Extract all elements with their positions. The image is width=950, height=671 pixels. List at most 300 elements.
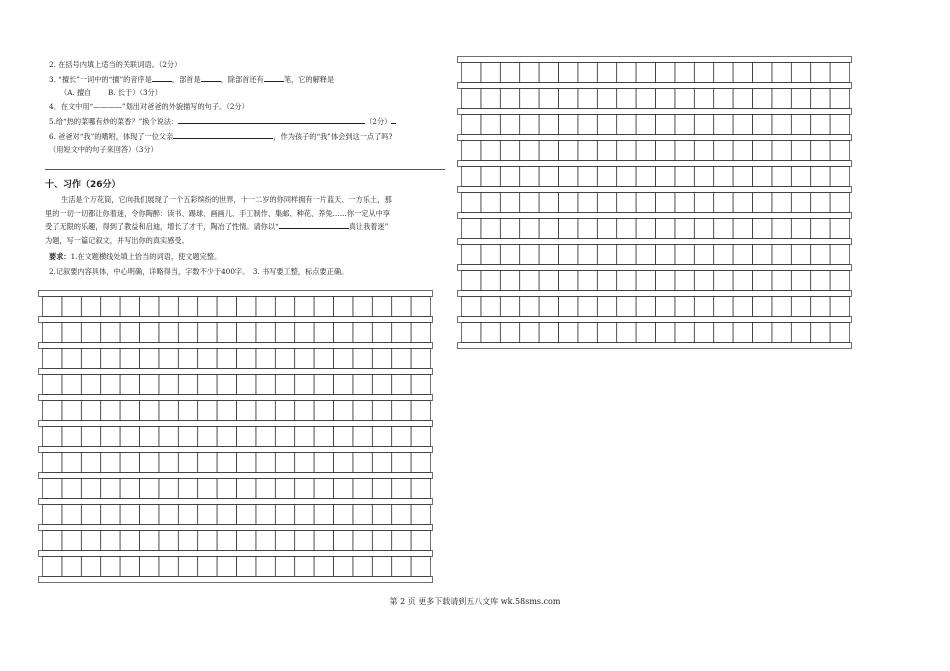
grid-cell[interactable] (198, 375, 217, 395)
grid-cell[interactable] (101, 375, 120, 395)
grid-cell[interactable] (314, 401, 333, 421)
grid-cell[interactable] (295, 531, 314, 551)
grid-cell[interactable] (656, 167, 675, 187)
grid-cell[interactable] (830, 141, 849, 161)
grid-cell[interactable] (811, 141, 830, 161)
grid-cell[interactable] (314, 453, 333, 473)
grid-cell[interactable] (275, 427, 294, 447)
grid-cell[interactable] (120, 479, 139, 499)
grid-cell[interactable] (140, 375, 159, 395)
grid-cell[interactable] (462, 167, 481, 187)
grid-cell[interactable] (411, 349, 430, 369)
grid-cell[interactable] (578, 297, 597, 317)
grid-cell[interactable] (578, 63, 597, 83)
grid-cell[interactable] (559, 297, 578, 317)
grid-cell[interactable] (217, 375, 236, 395)
grid-cell[interactable] (275, 557, 294, 577)
grid-cell[interactable] (772, 245, 791, 265)
grid-cell[interactable] (372, 323, 391, 343)
grid-cell[interactable] (694, 219, 713, 239)
grid-cell[interactable] (714, 323, 733, 343)
grid-cell[interactable] (178, 505, 197, 525)
answer-blank[interactable] (391, 116, 396, 124)
grid-cell[interactable] (772, 271, 791, 291)
grid-cell[interactable] (120, 375, 139, 395)
grid-cell[interactable] (314, 531, 333, 551)
grid-cell[interactable] (636, 245, 655, 265)
grid-cell[interactable] (500, 219, 519, 239)
grid-cell[interactable] (198, 349, 217, 369)
grid-cell[interactable] (462, 323, 481, 343)
grid-cell[interactable] (120, 505, 139, 525)
grid-cell[interactable] (411, 505, 430, 525)
grid-cell[interactable] (353, 453, 372, 473)
grid-cell[interactable] (830, 271, 849, 291)
grid-cell[interactable] (597, 63, 616, 83)
grid-cell[interactable] (43, 427, 62, 447)
grid-cell[interactable] (81, 427, 100, 447)
grid-cell[interactable] (314, 323, 333, 343)
grid-cell[interactable] (500, 141, 519, 161)
grid-cell[interactable] (617, 271, 636, 291)
grid-cell[interactable] (772, 63, 791, 83)
grid-cell[interactable] (43, 323, 62, 343)
grid-cell[interactable] (675, 323, 694, 343)
grid-cell[interactable] (43, 401, 62, 421)
grid-cell[interactable] (392, 479, 411, 499)
grid-cell[interactable] (791, 245, 810, 265)
grid-cell[interactable] (237, 427, 256, 447)
grid-cell[interactable] (811, 115, 830, 135)
grid-cell[interactable] (372, 401, 391, 421)
grid-cell[interactable] (617, 115, 636, 135)
grid-cell[interactable] (578, 245, 597, 265)
grid-cell[interactable] (578, 219, 597, 239)
grid-cell[interactable] (597, 297, 616, 317)
grid-cell[interactable] (256, 453, 275, 473)
grid-cell[interactable] (830, 219, 849, 239)
grid-cell[interactable] (411, 375, 430, 395)
grid-cell[interactable] (217, 427, 236, 447)
grid-cell[interactable] (597, 271, 616, 291)
grid-cell[interactable] (101, 297, 120, 317)
grid-cell[interactable] (217, 479, 236, 499)
grid-cell[interactable] (791, 63, 810, 83)
grid-cell[interactable] (539, 89, 558, 109)
grid-cell[interactable] (159, 375, 178, 395)
grid-cell[interactable] (237, 323, 256, 343)
grid-cell[interactable] (334, 427, 353, 447)
grid-cell[interactable] (140, 401, 159, 421)
grid-cell[interactable] (140, 297, 159, 317)
grid-cell[interactable] (811, 219, 830, 239)
grid-cell[interactable] (178, 349, 197, 369)
grid-cell[interactable] (295, 349, 314, 369)
grid-cell[interactable] (675, 245, 694, 265)
grid-cell[interactable] (411, 453, 430, 473)
grid-cell[interactable] (392, 375, 411, 395)
grid-cell[interactable] (392, 297, 411, 317)
grid-cell[interactable] (656, 245, 675, 265)
grid-cell[interactable] (314, 427, 333, 447)
grid-cell[interactable] (314, 505, 333, 525)
grid-cell[interactable] (811, 63, 830, 83)
grid-cell[interactable] (62, 479, 81, 499)
answer-blank[interactable] (152, 74, 172, 82)
grid-cell[interactable] (811, 323, 830, 343)
grid-cell[interactable] (198, 505, 217, 525)
grid-cell[interactable] (559, 141, 578, 161)
grid-cell[interactable] (578, 323, 597, 343)
grid-cell[interactable] (753, 63, 772, 83)
grid-cell[interactable] (617, 323, 636, 343)
grid-cell[interactable] (481, 89, 500, 109)
grid-cell[interactable] (314, 479, 333, 499)
grid-cell[interactable] (539, 193, 558, 213)
grid-cell[interactable] (372, 427, 391, 447)
grid-cell[interactable] (237, 557, 256, 577)
grid-cell[interactable] (559, 167, 578, 187)
grid-cell[interactable] (178, 531, 197, 551)
title-blank[interactable] (279, 221, 349, 229)
grid-cell[interactable] (714, 89, 733, 109)
grid-cell[interactable] (753, 297, 772, 317)
grid-cell[interactable] (217, 531, 236, 551)
grid-cell[interactable] (81, 401, 100, 421)
grid-cell[interactable] (597, 323, 616, 343)
grid-cell[interactable] (411, 297, 430, 317)
grid-cell[interactable] (372, 531, 391, 551)
grid-cell[interactable] (733, 89, 752, 109)
grid-cell[interactable] (636, 89, 655, 109)
grid-cell[interactable] (62, 531, 81, 551)
grid-cell[interactable] (81, 323, 100, 343)
grid-cell[interactable] (830, 89, 849, 109)
grid-cell[interactable] (353, 427, 372, 447)
grid-cell[interactable] (559, 193, 578, 213)
grid-cell[interactable] (217, 505, 236, 525)
grid-cell[interactable] (334, 557, 353, 577)
grid-cell[interactable] (178, 479, 197, 499)
grid-cell[interactable] (198, 401, 217, 421)
grid-cell[interactable] (314, 557, 333, 577)
grid-cell[interactable] (178, 453, 197, 473)
grid-cell[interactable] (237, 505, 256, 525)
grid-cell[interactable] (411, 427, 430, 447)
grid-cell[interactable] (81, 479, 100, 499)
grid-cell[interactable] (753, 141, 772, 161)
grid-cell[interactable] (636, 193, 655, 213)
grid-cell[interactable] (411, 401, 430, 421)
grid-cell[interactable] (656, 63, 675, 83)
grid-cell[interactable] (295, 323, 314, 343)
grid-cell[interactable] (237, 453, 256, 473)
grid-cell[interactable] (314, 349, 333, 369)
grid-cell[interactable] (753, 245, 772, 265)
grid-cell[interactable] (120, 323, 139, 343)
grid-cell[interactable] (675, 141, 694, 161)
grid-cell[interactable] (392, 557, 411, 577)
grid-cell[interactable] (559, 63, 578, 83)
grid-cell[interactable] (675, 297, 694, 317)
grid-cell[interactable] (675, 271, 694, 291)
answer-blank[interactable] (264, 74, 284, 82)
grid-cell[interactable] (772, 193, 791, 213)
grid-cell[interactable] (733, 167, 752, 187)
grid-cell[interactable] (392, 453, 411, 473)
grid-cell[interactable] (791, 323, 810, 343)
grid-cell[interactable] (753, 323, 772, 343)
grid-cell[interactable] (140, 323, 159, 343)
grid-cell[interactable] (753, 193, 772, 213)
grid-cell[interactable] (753, 219, 772, 239)
grid-cell[interactable] (675, 193, 694, 213)
grid-cell[interactable] (256, 505, 275, 525)
grid-cell[interactable] (481, 193, 500, 213)
grid-cell[interactable] (275, 479, 294, 499)
grid-cell[interactable] (481, 271, 500, 291)
grid-cell[interactable] (101, 479, 120, 499)
grid-cell[interactable] (675, 63, 694, 83)
grid-cell[interactable] (578, 193, 597, 213)
grid-cell[interactable] (520, 63, 539, 83)
grid-cell[interactable] (520, 115, 539, 135)
grid-cell[interactable] (597, 89, 616, 109)
grid-cell[interactable] (791, 141, 810, 161)
grid-cell[interactable] (101, 401, 120, 421)
grid-cell[interactable] (392, 505, 411, 525)
grid-cell[interactable] (636, 141, 655, 161)
grid-cell[interactable] (353, 401, 372, 421)
grid-cell[interactable] (462, 89, 481, 109)
grid-cell[interactable] (81, 297, 100, 317)
grid-cell[interactable] (481, 167, 500, 187)
grid-cell[interactable] (275, 375, 294, 395)
grid-cell[interactable] (520, 219, 539, 239)
grid-cell[interactable] (481, 115, 500, 135)
grid-cell[interactable] (520, 323, 539, 343)
grid-cell[interactable] (772, 167, 791, 187)
grid-cell[interactable] (295, 401, 314, 421)
grid-cell[interactable] (772, 89, 791, 109)
grid-cell[interactable] (120, 557, 139, 577)
grid-cell[interactable] (520, 297, 539, 317)
grid-cell[interactable] (237, 349, 256, 369)
grid-cell[interactable] (372, 349, 391, 369)
grid-cell[interactable] (411, 323, 430, 343)
grid-cell[interactable] (500, 245, 519, 265)
grid-cell[interactable] (481, 63, 500, 83)
grid-cell[interactable] (500, 297, 519, 317)
grid-cell[interactable] (256, 375, 275, 395)
grid-cell[interactable] (617, 297, 636, 317)
grid-cell[interactable] (237, 401, 256, 421)
grid-cell[interactable] (198, 297, 217, 317)
grid-cell[interactable] (140, 531, 159, 551)
grid-cell[interactable] (334, 531, 353, 551)
grid-cell[interactable] (462, 63, 481, 83)
grid-cell[interactable] (462, 115, 481, 135)
grid-cell[interactable] (578, 271, 597, 291)
grid-cell[interactable] (256, 479, 275, 499)
grid-cell[interactable] (392, 531, 411, 551)
grid-cell[interactable] (830, 323, 849, 343)
grid-cell[interactable] (500, 63, 519, 83)
grid-cell[interactable] (62, 375, 81, 395)
grid-cell[interactable] (120, 427, 139, 447)
grid-cell[interactable] (500, 323, 519, 343)
grid-cell[interactable] (217, 297, 236, 317)
grid-cell[interactable] (275, 531, 294, 551)
grid-cell[interactable] (656, 193, 675, 213)
grid-cell[interactable] (675, 219, 694, 239)
grid-cell[interactable] (392, 401, 411, 421)
grid-cell[interactable] (714, 271, 733, 291)
grid-cell[interactable] (597, 141, 616, 161)
grid-cell[interactable] (733, 219, 752, 239)
grid-cell[interactable] (81, 505, 100, 525)
grid-cell[interactable] (159, 297, 178, 317)
grid-cell[interactable] (275, 401, 294, 421)
grid-cell[interactable] (178, 401, 197, 421)
answer-blank[interactable] (173, 131, 273, 139)
grid-cell[interactable] (578, 141, 597, 161)
grid-cell[interactable] (140, 349, 159, 369)
grid-cell[interactable] (636, 297, 655, 317)
grid-cell[interactable] (295, 505, 314, 525)
grid-cell[interactable] (772, 323, 791, 343)
grid-cell[interactable] (462, 141, 481, 161)
grid-cell[interactable] (295, 479, 314, 499)
grid-cell[interactable] (694, 297, 713, 317)
grid-cell[interactable] (500, 193, 519, 213)
grid-cell[interactable] (694, 89, 713, 109)
grid-cell[interactable] (275, 505, 294, 525)
grid-cell[interactable] (256, 401, 275, 421)
grid-cell[interactable] (62, 297, 81, 317)
grid-cell[interactable] (353, 505, 372, 525)
grid-cell[interactable] (597, 219, 616, 239)
grid-cell[interactable] (140, 479, 159, 499)
grid-cell[interactable] (159, 479, 178, 499)
grid-cell[interactable] (753, 89, 772, 109)
grid-cell[interactable] (256, 349, 275, 369)
grid-cell[interactable] (462, 219, 481, 239)
grid-cell[interactable] (372, 297, 391, 317)
grid-cell[interactable] (520, 271, 539, 291)
grid-cell[interactable] (392, 427, 411, 447)
grid-cell[interactable] (140, 505, 159, 525)
grid-cell[interactable] (62, 505, 81, 525)
grid-cell[interactable] (392, 323, 411, 343)
grid-cell[interactable] (101, 505, 120, 525)
grid-cell[interactable] (101, 453, 120, 473)
grid-cell[interactable] (656, 271, 675, 291)
grid-cell[interactable] (733, 63, 752, 83)
grid-cell[interactable] (198, 479, 217, 499)
writing-grid-left[interactable] (38, 290, 436, 590)
grid-cell[interactable] (62, 401, 81, 421)
grid-cell[interactable] (500, 115, 519, 135)
grid-cell[interactable] (237, 479, 256, 499)
grid-cell[interactable] (159, 401, 178, 421)
grid-cell[interactable] (481, 323, 500, 343)
grid-cell[interactable] (217, 401, 236, 421)
grid-cell[interactable] (656, 89, 675, 109)
grid-cell[interactable] (81, 453, 100, 473)
grid-cell[interactable] (372, 479, 391, 499)
grid-cell[interactable] (733, 141, 752, 161)
writing-grid-right[interactable] (457, 56, 855, 366)
grid-cell[interactable] (159, 349, 178, 369)
grid-cell[interactable] (334, 375, 353, 395)
grid-cell[interactable] (62, 453, 81, 473)
grid-cell[interactable] (295, 297, 314, 317)
grid-cell[interactable] (481, 245, 500, 265)
answer-blank[interactable] (201, 74, 221, 82)
grid-cell[interactable] (43, 375, 62, 395)
grid-cell[interactable] (675, 115, 694, 135)
grid-cell[interactable] (411, 479, 430, 499)
grid-cell[interactable] (578, 115, 597, 135)
grid-cell[interactable] (733, 193, 752, 213)
grid-cell[interactable] (120, 349, 139, 369)
grid-cell[interactable] (178, 375, 197, 395)
grid-cell[interactable] (753, 115, 772, 135)
grid-cell[interactable] (675, 167, 694, 187)
grid-cell[interactable] (636, 219, 655, 239)
grid-cell[interactable] (159, 505, 178, 525)
grid-cell[interactable] (159, 427, 178, 447)
grid-cell[interactable] (539, 219, 558, 239)
grid-cell[interactable] (830, 115, 849, 135)
grid-cell[interactable] (178, 427, 197, 447)
grid-cell[interactable] (256, 427, 275, 447)
grid-cell[interactable] (217, 349, 236, 369)
grid-cell[interactable] (101, 557, 120, 577)
grid-cell[interactable] (159, 323, 178, 343)
grid-cell[interactable] (334, 453, 353, 473)
grid-cell[interactable] (256, 323, 275, 343)
grid-cell[interactable] (753, 167, 772, 187)
grid-cell[interactable] (372, 557, 391, 577)
grid-cell[interactable] (217, 557, 236, 577)
grid-cell[interactable] (198, 557, 217, 577)
grid-cell[interactable] (772, 297, 791, 317)
grid-cell[interactable] (733, 323, 752, 343)
grid-cell[interactable] (140, 557, 159, 577)
grid-cell[interactable] (334, 323, 353, 343)
grid-cell[interactable] (353, 557, 372, 577)
grid-cell[interactable] (372, 375, 391, 395)
grid-cell[interactable] (275, 323, 294, 343)
grid-cell[interactable] (500, 89, 519, 109)
grid-cell[interactable] (120, 401, 139, 421)
grid-cell[interactable] (353, 375, 372, 395)
grid-cell[interactable] (217, 323, 236, 343)
grid-cell[interactable] (520, 167, 539, 187)
grid-cell[interactable] (334, 349, 353, 369)
grid-cell[interactable] (694, 245, 713, 265)
grid-cell[interactable] (830, 63, 849, 83)
grid-cell[interactable] (81, 349, 100, 369)
grid-cell[interactable] (656, 323, 675, 343)
grid-cell[interactable] (539, 271, 558, 291)
grid-cell[interactable] (811, 245, 830, 265)
grid-cell[interactable] (559, 219, 578, 239)
grid-cell[interactable] (334, 297, 353, 317)
grid-cell[interactable] (656, 219, 675, 239)
